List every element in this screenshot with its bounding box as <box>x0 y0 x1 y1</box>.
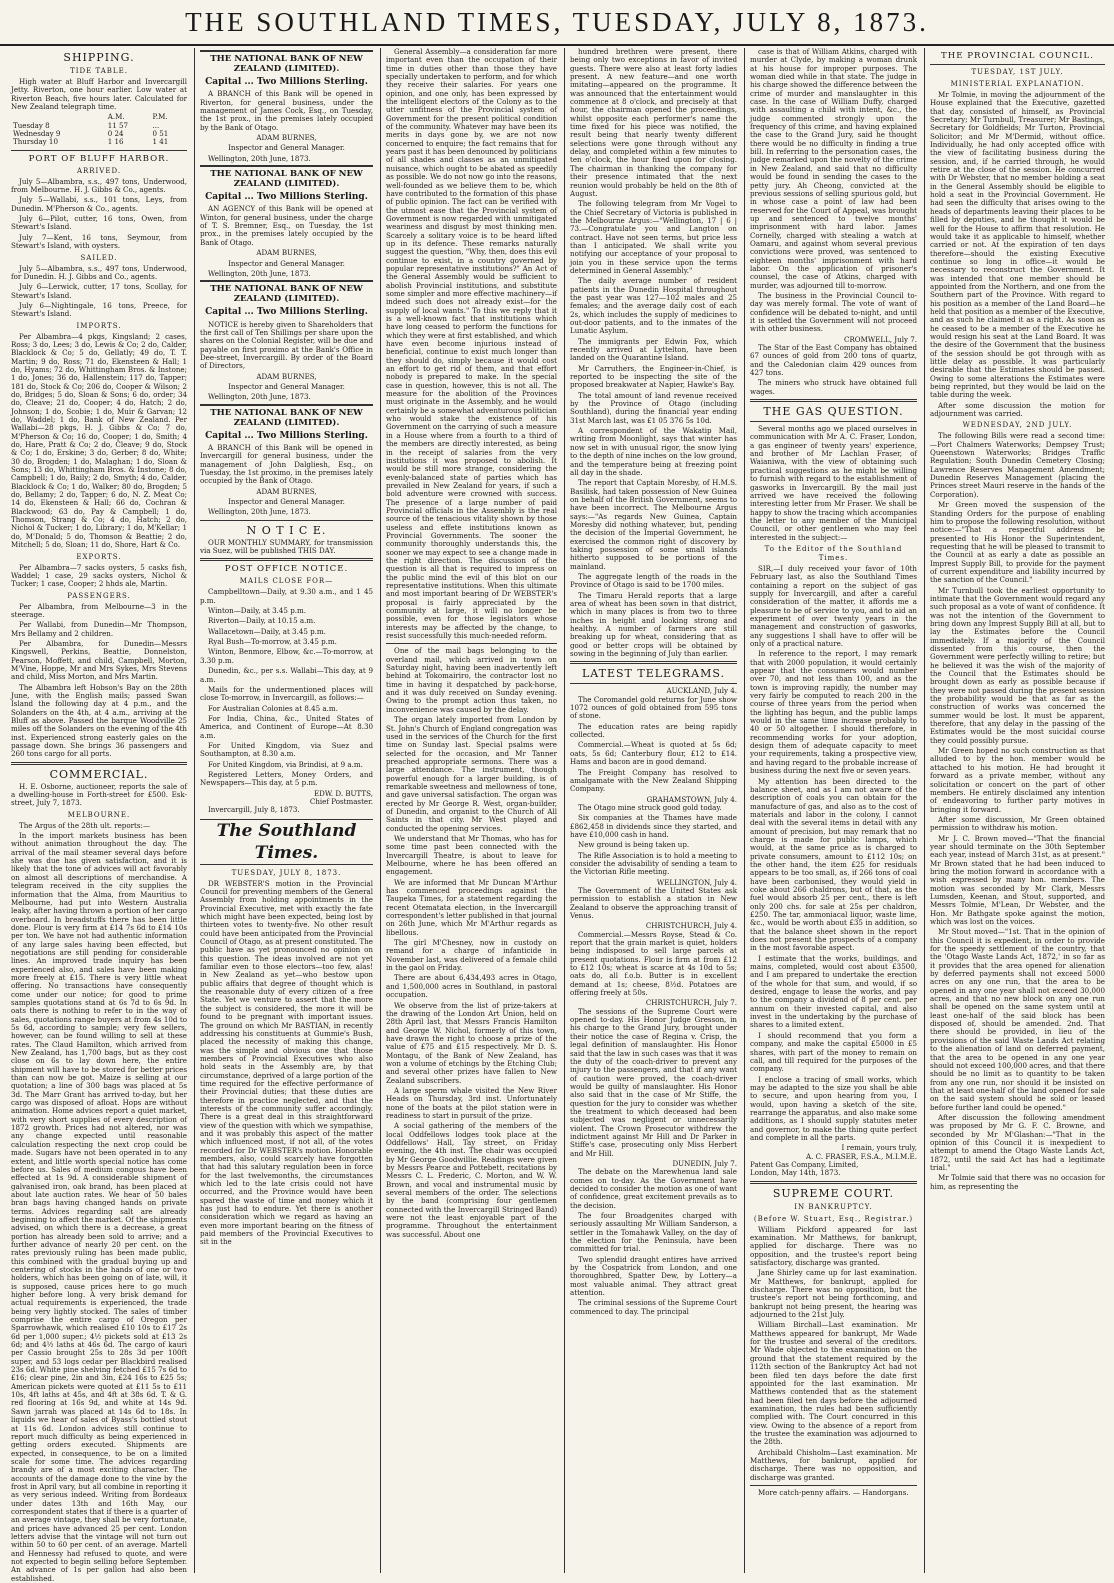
bank-signatory-role: Inspector and General Manager. <box>228 258 345 268</box>
bank-capital: Capital ... Two Millions Sterling. <box>205 307 368 318</box>
post-office-date: Invercargill, July 8, 1873. <box>208 805 300 815</box>
provincial-council-heading: THE PROVINCIAL COUNCIL. <box>941 51 1094 61</box>
post-office-heading: POST OFFICE NOTICE. <box>224 564 349 575</box>
council-paragraph: Mr Tolmie said that there was no occasion for him, as representing the <box>930 1173 1105 1191</box>
news-paragraph: The Timaru Herald reports that a large area of wheat has been sown in that district, which in many places is from two to three inches in height and looking strong and healthy. A number of farmers are still breaking up for wheat, considering that as good or better crops will be obtained by sowing in the beginning of July than earlier. <box>570 590 737 659</box>
telegram-dateline: CHRISTCHURCH, July 7. <box>645 998 737 1008</box>
mail-line: For United Kingdom, via Brindisi, at 9 a.m. <box>208 759 363 769</box>
news-paragraph: We are informed that Mr Duncan M'Arthur has commenced proceedings against the Taupeka Times, for a statement regarding the recent Otematata election, in the Invercargill correspondent's letter published in that journal on 26th June, which Mr M'Arthur regards as libellous. <box>386 877 557 937</box>
masthead: THE SOUTHLAND TIMES, TUESDAY, JULY 8, 1873. <box>0 0 1114 46</box>
bank-name: THE NATIONAL BANK OF NEW ZEALAND (LIMITED). <box>210 284 363 305</box>
melbourne-heading: MELBOURNE. <box>67 810 131 819</box>
news-paragraph: The aggregate length of the roads in the Province of Otago is said to be 1700 miles. <box>570 571 737 590</box>
gas-paragraph: I enclose a tracing of small works, which may be adapted to the size you shall be able to secure, and upon hearing from you, I would, upon having a sketch of the site, rearrange the apparatus, and also make some additions, as I should supply statutes meter and governor, to make the thing quite perfect and complete in all the parts. <box>750 1074 917 1142</box>
gas-paragraph: I estimate that the works, buildings, and mains, completed, would cost about £3500, and I am prepared to undertake the erection of the whole for that sum, and would, if so desired, engage to lease the works, and pay to the company a dividend of 8 per cent. per annum on their invested capital, and also invest in the undertaking by the purchase of shares to a limited extent. <box>750 953 917 1030</box>
council-paragraph: Mr Turnbull took the earliest opportunity to intimate that the Government would regard any such proposal as a vote of want of confidence. It was not the intention of the Government to bring down any Imprest Supply Bill at all, but to lay the Estimates before the Council immediately. If a majority of the Council dissented from this course, then the Government were perfectly willing to retire; but he believed it was the wish of the majority of the Council that the Estimates should be brought down as early as possible because if they were not passed during the present session the probability would be that as far as the construction of works was concerned the summer would be lost. It must be apparent, therefore, that any delay in the passing of the Estimates would be the most suicidal course they could possibly pursue. <box>930 585 1105 745</box>
telegram-item: The miners who struck have obtained full wages. <box>750 378 917 396</box>
telegram-item: The debate on the Marewhenua land sale comes on to-day. As the Government have decided to consider the motion as one of want of confidence, great excitement prevails as to the decision. <box>570 1167 737 1210</box>
leader-continued: General Assembly—a consideration far more important even than the occupation of their time in duties other than those they have specially undertaken to perform, and for which they receive their salaries. For years one opinion, and one only, has been expressed by the intelligent electors of the Colony as to the utter unfitness of the Provincial system of Government for the present political condition of the community. Whatever may have been its merits in days gone by, we are not now concerned to enquire; the fact remains that for years past it has been denounced by politicians of all shades and classes as an unmitigated nuisance, which ought to be abated as speedily as possible. We do not now go into the reasons, well-founded as we believe them to be, which have contributed to the formation of this phase of public opinion. The fact can be verified with the utmost ease that the Provincial system of Government is now regarded with unmitigated weariness and disgust by most thinking men. Scarcely a solitary voice is to be heard lifted up in its defence. These remarks naturally suggest the question, "Why, then, does this evil continue to exist, in a country governed by popular representative institutions?" An Act of the General Assembly would be sufficient to abolish Provincial institutions, and substitute some simpler and more effective machinery—if indeed such does not already exist—for the supply of local wants." To this we reply that it is a well-known fact that institutions which have long ceased to perform the functions for which they were at first established, and which have even become injurious instead of beneficial, continue to exist much longer than they should do, simply because it would cost an effort to get rid of them, and that effort nobody is prepared to make. In the special case in question, however, this is not all. The measure for the abolition of the Provinces must originate in the Assembly, and he would certainly be a somewhat adventurous politician who would stake the existence of his Government on the carrying of such a measure in a House where from a fourth to a third of the members are directly interested, as being in the receipt of salaries from the very institutions it was proposed to abolish. It would be still more strange, considering the evenly-balanced state of parties which has prevailed in New Zealand for years, if such a bold adventure were crowned with success. The presence of a large number of paid Provincial officials in the Assembly is the real source of the tenacious vitality shown by those useless and effete institutions known as Provincial Governments. The sooner the community thoroughly understands this, the sooner we may expect to see a change made in the right direction. The discussion of the question is all that is required to impress on the public mind the evil of this blot on our representative institutions. When this ultimate and most important bearing of Dr WEBSTER's proposal is fairly appreciated by the community at large, it will no longer be possible, even for those legislators whose interests may be affected by the change, to resist successfully this much-needed reform. <box>386 47 557 641</box>
telegram-item: The business in the Provincial Council to-day was merely formal. The vote of want of confidence will be debated to-night, and until it is settled the Government will not proceed with other business. <box>750 290 917 334</box>
news-paragraph: The girl M'Chesney, now in custody on remand for a charge of infanticide in November last, was delivered of a female child in the gaol on Friday. <box>386 938 557 973</box>
bank-advert-date: Wellington, 20th June, 1873. <box>208 268 311 278</box>
tide-cell: 0 24 <box>107 129 124 139</box>
bank-signatory-role: Inspector and General Manager. <box>228 381 345 391</box>
council-paragraph: Mr Green moved the suspension of the Standing Orders for the purpose of enabling him to propose the following resolution, without notice:—"That a respectful address be presented to His Honor the Superintendent, requesting that he will be pleased to transmit to the Council at as early a date as possible an Imprest Supply Bill, to provide for the payment of current expenditure and liability incurred by the sanction of the Council." <box>930 500 1105 585</box>
passengers-heading: PASSENGERS. <box>67 591 131 600</box>
telegram-item: New ground is being taken up. <box>578 840 690 850</box>
news-paragraph: A social gathering of the members of the local Oddfellows lodges took place at the Oddfellows' Hall, Tay street, on Friday evening, the 4th inst. The chair was occupied by Mr George Goodwillie. Readings were given by Messrs Pearce and Pottebett, recitations by Messrs C. L. Frederic, C. Morton, and W. W. Brown, and vocal and instrumental music by several members of the order. The selections by the band (comprising four gentlemen connected with the Invercargill Stringed Band) were not the least enjoyable part of the programme. Throughout the entertainment was successful. About one <box>386 1121 557 1239</box>
bank-name: THE NATIONAL BANK OF NEW ZEALAND (LIMITED). <box>210 169 363 190</box>
telegram-item: The Coromandel gold returns for June show 1072 ounces of gold obtained from 595 tons of stone. <box>570 694 737 721</box>
column-4 <box>564 48 742 1573</box>
telegram-dateline: WELLINGTON, July 4. <box>656 877 737 887</box>
tide-cell: Wednesday 9 <box>13 129 61 139</box>
arrival-entry: July 5—Albambra, s.s., 497 tons, Underwood, from Melbourne. H. J. Gibbs & Co., agents. <box>11 176 187 195</box>
tide-table-heading: TIDE TABLE. <box>70 67 128 75</box>
telegram-dateline: DUNEDIN, July 7. <box>672 1158 737 1168</box>
letter-signature: A. C. FRASER, F.S.A., M.I.M.E. <box>806 1151 917 1161</box>
bank-name: THE NATIONAL BANK OF NEW ZEALAND (LIMITED). <box>210 54 363 74</box>
post-office-subheading: MAILS CLOSE FOR— <box>239 577 334 586</box>
bank-capital: Capital ... Two Millions Sterling. <box>205 430 368 441</box>
mail-line: Winton, Benmore, Elbow, &c.—To-morrow, at 3.30 p.m. <box>200 647 373 665</box>
leader-article: DR WEBSTER'S motion in the Provincial Council for preventing members of the General Assembly from holding appointments in the Provincial Executive, met with exactly the fate which might have been expected, being lost by thirteen votes to twenty-five. No other result could have been anticipated from the Provincial Council of Otago, as at present constituted. The public have as yet pronounced no opinion on this question. The ideas involved are not yet familiar even to those electors—too few, alas! in New Zealand as yet—who bestow upon public affairs that degree of thought which is the reasonable duty of every citizen of a free State. Yet we venture to assert that the more the subject is considered, the more it will be found to be pregnant with important issues. The ground on which Mr BASTIAN, in recently addressing his constituents at Gummie's Bush, placed the necessity of making this change, was the simple and obvious one that those members of Provincial Executives who also hold seats in the Assembly are, by that circumstance, deprived of a large portion of the time required for the effective performance of their Provincial duties; that these duties are therefore in practice neglected, and that the interests of the community suffer accordingly. There is a great deal in this straightforward view of the question with which we sympathise, and it was probably this aspect of the matter which influenced most, if not all, of the votes recorded for Dr WEBSTER's motion. Honorable members, also, could scarcely have forgotten that had this salutary regulation been in force for the last twelvemonths, the circumstances which led to the late crisis could not have occurred, and the Province would have been spared the waste of time and money which it has just had to endure. Yet there is another consideration which we regard as having an even more important bearing on the fitness of paid members of the Provincial Executives to sit in the <box>200 878 373 1247</box>
passenger-entry: Per Wallabi, from Dunedin—Mr Thompson, Mrs Bellamy and 2 children. <box>11 620 187 638</box>
sailed-entry: July 6—Nightingale, 16 tons, Preece, for Stewart's Island. <box>11 300 187 319</box>
court-case: Jane Shirley came up for last examination. Mr Matthews, for bankrupt, applied for discharge. There was no opposition, but the trustee's report not being forthcoming, and bankrupt not being present, the hearing was adjourned to the 21st July. <box>750 1268 917 1320</box>
council-paragraph: After some discussion, Mr Green obtained permission to withdraw his motion. <box>930 814 1105 833</box>
telegram-dateline: CHRISTCHURCH, July 4. <box>645 921 737 931</box>
news-paragraph: The report that Captain Moresby, of H.M.S. Basilisk, had taken possession of New Guinea on behalf of the British Government, seems to have been incorrect. The Melbourne Argus says:—"As regards New Guinea, Captain Moresby did nothing whatever, but, pending the decision of the Imperial Government, he exercised the common right of discovery by taking possession of some small islands hitherto supposed to be portions of the mainland. <box>570 478 737 571</box>
council-paragraph: Mr J. C. Brown moved—"That the financial year should terminate on the 30th September each year, instead of March 31st, as at present." Mr Brown stated that he had been induced to bring the motion forward in accordance with a wish expressed by many hon. members. The motion was seconded by Mr Clark, Messrs Lumsden, Keenan, and Stout, supported, and Messrs Tolmie, M'Lean, Dr Webster, and the Hon. Mr Bathgate spoke against the motion, which was lost on the voices. <box>930 833 1105 926</box>
bank-advert <box>200 165 373 278</box>
arrival-entry: July 6—Pilot, cutter, 16 tons, Owen, from Stewart's Island. <box>11 214 187 232</box>
issue-date: TUESDAY, JULY 8, 1873. <box>231 868 342 877</box>
shipping-heading: SHIPPING. <box>63 51 135 64</box>
news-paragraph: There are about 6,434,493 acres in Otago, and 1,500,000 acres in Southland, in pastoral occupation. <box>386 973 557 1000</box>
court-case: William Birchall—Last examination. Mr Matthews appeared for bankrupt, Mr Wade for the trustee and several of the creditors. Mr Wade objected to the examination on the ground that the statement required by the 112th section of the Bankruptcy Act had not been filed ten days before the date first appointed for the last examination. Mr Matthews contended that as the statement had been filed ten days before the adjourned examination, the rules had been sufficiently complied with. The Court concurred in this view. Owing to the absence of a report from the trustee the examination was adjourned to the 28th. <box>750 1320 917 1447</box>
commercial-lead: H. E. Osborne, auctioneer, reports the sale of a dwelling-house in Forth-street for £500. Esk-street, July 7, 1873. <box>11 781 187 808</box>
bank-signatory-role: Inspector and General Manager. <box>228 143 345 153</box>
mail-line: For United Kingdom, via Suez and Southampton, at 8.30 a.m. <box>200 740 373 759</box>
mail-line: For India, China, &c., United States of America, and Continent of Europe—At 8.30 a.m. <box>200 713 373 740</box>
telegram-item: Commercial.—Wheat is quoted at 5s 6d; oats, 5s 6d; Canterbury flour, £12 to £14. Hams and bacon are in good demand. <box>570 740 737 767</box>
bank-signatory: ADAM BURNES, <box>256 133 317 143</box>
sailed-entry: July 5—Albambra, s.s., 497 tons, Underwood, for Dunedin. H. J. Gibbs and Co., agents. <box>11 263 187 281</box>
arrival-entry: July 5—Wallabi, s.s., 101 tons, Leys, from Dunedin. M'Pherson & Co., agents. <box>11 195 187 213</box>
letter-company: Patent Gas Company, Limited, <box>750 1159 859 1169</box>
tide-cell: Thursday 10 <box>13 137 58 147</box>
letter-addressee: To the Editor of the Southland Times. <box>764 544 903 562</box>
telegram-item: The Government of the United States ask permission to establish a station in New Zealand to observe the approaching transit of Venus. <box>570 885 737 920</box>
arrived-heading: ARRIVED. <box>76 166 122 175</box>
tide-header-cell: P.M. <box>152 112 168 122</box>
arrival-entry: July 7—Kent, 16 tons, Seymour, from Stewart's Island, with oysters. <box>11 232 187 251</box>
council-paragraph: Mr Stout moved—"1st. That in the opinion of this Council it is expedient, in order to provide for the speedy settlement of the country, that the 'Otago Waste Lands Act, 1872,' in so far as it provides that the area opened for alienation by deferred payments shall not exceed 5000 acres on any one run, that the area to be opened in any one year shall not exceed 30,000 acres, and that no new block on any one run shall be opened on the same system until at least one-half of the said block has been disposed of, should be amended. 2nd. That there should be provided, in lieu of the provisions of the said Waste Lands Act relating to the alienation of land on deferred payment, that the area to be opened in any one year should not exceed 100,000 acres, and that there should be no limit as to quantity to be taken from any one run, nor should it be insisted on that at least one-half of the land opened for sale on the said system should be sold or leased before further land could be opened." <box>930 927 1105 1112</box>
bank-advert-body: NOTICE is hereby given to Shareholders that the first call of Ten Shillings per share upon the shares on the Colonial Register, will be due and payable on first proximo at the Bank's Office in Dee-street, Invercargill. By order of the Board of Directors, <box>200 319 373 371</box>
gas-paragraph: My attention has been directed to the balance sheet, and as I am not aware of the description of coals you can obtain for the manufacture of gas, and also as to the cost of materials and labor in the colony, I cannot deal with the several items in detail with any amount of precision, but may remark that no charge is made for public lamps, which would, at the same price as is charged to private consumers, amount to £112 10s; on the other hand, the item £25 for residuals appears to be too small, as, if 266 tons of coal have been carbonised, they would yield in coke about 266 chaldrons, but of that, as the fuel would absorb 25 per cent., there is left only 200 chs. for sale at 25s per chaldron, £250. The tar, ammoniacal liquor, waste lime, &c., would be worth about £35 in addition, so that the balance sheet shown in the report does not present the prospects of a company in the most favorable aspect. <box>750 776 917 953</box>
council-paragraph: Mr Green hoped no such construction as that alluded to by the hon. member would be attached to his motion. He had brought it forward as a private member, without any solicitation or concert on the part of other members. He entirely disclaimed any intention of endeavoring to further party motives in bringing it forward. <box>930 746 1105 814</box>
postmaster-name: EDW. D. BUTTS, <box>313 788 373 798</box>
news-paragraph: A correspondent of the Wakatip Mail, writing from Moonlight, says that winter has now set in with unusual rigor, the snow lying to the depth of nine inches on the low ground, and the temperature being at freezing point all day in the shade. <box>570 426 737 477</box>
tide-cell: 11 57 <box>107 120 129 130</box>
news-paragraph: We understand that Mr Thomas, who has for some time past been connected with the Invercargill Theatre, is about to leave for Melbourne, where he has been offered an engagement. <box>386 833 557 877</box>
bank-advert-body: AN AGENCY of this Bank will be opened at Winton, for general business, under the charge of T. S. Bremner, Esq., on Tuesday, the 1st prox., in the premises lately occupied by the Bank of Otago. <box>200 204 373 247</box>
exports-text: Per Albambra—7 sacks oysters, 5 casks fish, Waddel; 1 case, 29 sacks oysters, Nichol & Tucker; 1 case, Cooper; 2 hhds ale, Martin. <box>11 562 187 589</box>
tide-cell: 0 51 <box>152 129 169 139</box>
court-case: Archibald Chisholm—Last examination. Mr Matthews, for bankrupt, applied for discharge. There was no opposition, and discharge was granted. <box>750 1447 917 1482</box>
news-paragraph: The immigrants per Edwin Fox, which recently arrived at Lyttelton, have been landed on the Quarantine Island. <box>570 336 737 363</box>
telegram-item: The Star of the East Company has obtained 67 ounces of gold from 200 tons of quartz, and the Caledonian claim 429 ounces from 427 tons. <box>750 343 917 378</box>
bank-advert-body: A BRANCH of this Bank will be opened in Riverton, for general business, under the management of James Cock, Esq., on Tuesday, the 1st prox., in the premises lately occupied by the Bank of Otago. <box>200 89 373 132</box>
tide-note: High water at Bluff Harbor and Invercargill Jetty. Riverton, one hour earlier. Low water at Riverton Beach, five hours later. Calculated for New Zealand telegraph time. <box>11 77 187 112</box>
bank-signatory: ADAM BURNES, <box>256 248 317 258</box>
sailed-heading: SAILED. <box>80 253 118 262</box>
exports-heading: EXPORTS. <box>76 552 122 561</box>
bank-advert-date: Wellington, 20th June, 1873. <box>208 507 311 517</box>
bank-advert <box>200 404 373 517</box>
mail-line: For Australian Colonies at 8.45 a.m. <box>208 703 338 713</box>
session-subheading: MINISTERIAL EXPLANATION. <box>950 80 1085 88</box>
news-paragraph: The daily average number of resident patients in the Dunedin Hospital throughout the past year was 127—102 males and 25 females; and the average daily cost of each 2s, which includes the supply of medicines to out-door patients, and to the inmates of the Lunatic Asylum. <box>570 276 737 336</box>
bank-name: THE NATIONAL BANK OF NEW ZEALAND (LIMITED). <box>210 407 363 428</box>
bank-advert-body: A BRANCH of this Bank will be opened in Invercargill for general business, under the management of John Dalgliesh, Esq., on Tuesday, the 1st proximo, in the premises lately occupied by the Bank of Otago. <box>200 442 373 486</box>
albambra-note: The Albambra left Hobson's Bay on the 28th June, with the English mails; passed Swan Island the following day at 4 p.m., and the Solanders on the 4th, at 4 a.m., arriving at the Bluff as above. Passed the barque Woodville 25 miles off the Solanders on the evening of the 4th inst. Experienced strong easterly gales on the passage down. She brings 36 passengers and 260 tons cargo for all ports. <box>11 682 187 759</box>
session-date: TUESDAY, 1ST JULY. <box>971 68 1064 76</box>
postmaster-role: Chief Postmaster. <box>309 796 373 806</box>
gas-paragraph: Several months ago we placed ourselves in communication with Mr A. C. Fraser, London, a gas engineer of twenty years' experience, and brother of Mr Lachlan Fraser, of Waianiwa, with the view of obtaining such practical suggestions as he might be willing to furnish with regard to the establishment of gasworks in Invercargill. By the mail just arrived we have received the following interesting letter from Mr Fraser. We shall be happy to show the tracing which accompanies the letter to any member of the Municipal Council, or other gentlemen who may feel interested in the subject:— <box>750 424 917 542</box>
news-paragraph: Mr Carruthers, the Engineer-in-Chief, is reported to be inspecting the site of the proposed breakwater at Napier, Hawke's Bay. <box>570 363 737 390</box>
gas-paragraph: I should recommend that you form a company, and make the capital £5000 in £5 shares, with part of the money to remain on call, and till required for the purposes of the company. <box>750 1030 917 1074</box>
news-paragraph: hundred brethren were present, there being only two exceptions in favor of invited guests. There were also at least forty ladies present. A new feature—and one worth imitating—appeared on the programme. It was announced that the entertainment would commence at 8 o'clock, and precisely at that hour, the chairman opened the proceedings, whilst opposite each performer's name the time fixed for his piece was notified, the result being that nearly twenty different selections were gone through without any delay, and completed within a few minutes to ten o'clock, the hour fixed upon for closing. The chairman in thanking the company for their presence intimated that the next reunion would probably be held on the 8th of August. <box>570 47 737 198</box>
mail-line: Registered Letters, Money Orders, and Newspapers—This day, at 5 p.m. <box>200 769 373 788</box>
column-6 <box>924 48 1110 1573</box>
imports-heading: IMPORTS. <box>76 321 122 330</box>
column-5 <box>744 48 922 1573</box>
tide-cell: ... <box>152 120 160 130</box>
tide-cell: 1 41 <box>152 137 169 147</box>
telegram-item: The criminal sessions of the Supreme Court commenced to day. The principal <box>570 1298 737 1316</box>
notice-heading: N O T I C E. <box>246 523 327 537</box>
sailed-entry: July 6—Lerwick, cutter, 17 tons, Scollay, for Stewart's Island. <box>11 282 187 300</box>
melbourne-intro: The Argus of the 28th ult. reports:— <box>19 820 150 830</box>
telegram-item: The education rates are being rapidly collected. <box>570 721 737 740</box>
closing-line: More catch-penny affairs. — Handorgans. <box>758 1487 909 1497</box>
news-paragraph: One of the mail bags belonging to the overland mail, which arrived in town on Saturday night, having been inadvertently left behind at Tokomairiro, the contractor lost no time in having it despatched by pack-horse, and it was duly received on Sunday evening. Owing to the prompt action thus taken, no inconvenience was caused by the delay. <box>386 646 557 714</box>
bank-signatory: ADAM BURNES, <box>256 371 317 381</box>
tide-cell: Tuesday 8 <box>13 120 50 130</box>
telegram-dateline: AUCKLAND, July 4. <box>666 686 737 696</box>
telegram-item: The four Broadgenites charged with seriously assaulting Mr William Sanderson, a settler in the Tomahawk Valley, on the day of the election for the Peninsula, have been committed for trial. <box>570 1211 737 1254</box>
imports-text: Per Albambra—4 pkgs, Kingsland; 2 cases, Ross; 3 do, Lees; 3 do, Lewis & Co; 2 do, Calder, Blacklock & Co; 5 do, Gellatly; 49 do, T. T. Martin; 9 do, Ross; 71 do, Ekensteen & Hall; 1 do, Hyams; 72 do, Whittingham Bros. & Instone; 1 do, Jones; 36 do, Hallenstein; 117 do, Tapper; 181 do, Stock & Co; 206 do, Cooper & Wilson; 2 do, Bridges; 5 do, Sloan & Sons; 6 do, order; 34 do, Cleave; 21 do, Cooper; 4 do, Hatch; 2 do, Johnson; 1 do, Scobie; 1 do, Muir & Garvan; 12 do, Waddel; 1 do, Bank of New Zealand. Per Wallabi—28 pkgs, H. J. Gibbs & Co; 7 do, M'Pherson & Co; 16 do, Cooper; 1 do, Smith; 4 do, Hare, Pratt & Co; 2 do, Cleave; 9 do, Stock & Co; 1 do, Erskine; 3 do, Gerber; 8 do, White; 30 do, Brogden; 1 do, Malaghan; 1 do, Sloan & Sons; 13 do, Whittingham Bros. & Instone; 8 do, Campbell; 1 do, Baily; 2 do, Smyth; 4 do, Calder, Blacklock & Co; 1 do, Walker; 80 do, Brogden; 5 do, Bellamy; 2 do, Tapper; 6 do, N. Z. Meat Co; 14 do, Ekensteen & Hall; 66 do, Cochran & Blackwood; 63 do, Pay & Campbell; 1 do, Thomson, Strang & Co; 4 do, Hatch; 2 do, Nichol & Tucker; 1 do, Library; 1 do, M'Kellar; 1 do, M'Donald; 5 do, Thomson & Beattie; 2 do, Mitchell; 5 do, Sloan; 11 do, Shore, Hart & Co. <box>11 331 187 550</box>
bank-signatory-role: Inspector and General Manager. <box>228 497 345 507</box>
gas-question-heading: THE GAS QUESTION. <box>763 405 904 419</box>
news-paragraph: A large sperm whale visited the New River Heads on Thursday, 3rd inst. Unfortunately none of the boats at the pilot station were in readiness to start in pursuit of the prize. <box>386 1085 557 1120</box>
telegram-item: Commercial.—Messrs Royse, Stead & Co. report that the grain market is quiet, holders being indisposed to sell large parcels at present quotations. Flour is firm at from £12 to £12 10s; wheat is scarce at 4s 10d to 5s; oats do, all f.o.b. Butter is in excellent demand at 1s; cheese, 8½d. Potatoes are offering freely at 50s. <box>570 929 737 998</box>
melbourne-report: In the import markets business has been without animation throughout the day. The arrival of the mail steamer several days before she was due has given satisfaction, and it is likely that the tone of advices will act favorably on almost all descriptions of merchandise. A telegram received in the city supplies the information that the Alma, from Mauritius to Melbourne, had put into Western Australia leaky, after having thrown a portion of her cargo overboard. In breadstuffs there has been little done. Flour is very firm at £14 7s 6d to £14 10s per ton. We have not had authentic information of any large sales having been effected, but negotiations are still pending for considerable lines. An improved trade inquiry has been experienced also, and sales have been making more freely at £15. There is very little wheat offering. No transactions have consequently come under our notice; for good to prime samples quotations stand at 6s 7d to 6s 9d. In oats there is nothing to refer to in the way of sales, quotations range buyers at from 4s 10d to 5s 6d, according to sample; very few sellers, however, can be found willing to sell at these rates. The Claud Hamilton, which arrived from New Zealand, has 1,700 bags, but as they cost close on 6s to lay down here, the entire shipment will have to be stored for better prices than can now be got. Maize is selling at our quotation; a line of 300 bags was placed at 5s 3d. The Marr Grant has arrived to-day, but her cargo was disposed of afloat. Hops are without animation. Home advices report a quiet market, with very short supplies of every description of 1872 growth. Prices had not altered, nor was any change expected until reasonable calculation respecting the next crop could be made. Sugars have not been operated in to any extent, and little worth special notice has come before us. Sales of medium congous have been effected at 1s 9d. A considerable shipment of galvanised iron, oak brand, has been placed at about late auction rates. We hear of 50 bales bran bags having changed hands on private terms. Advices regarding salt are already beginning to affect the market. Of the shipments advised, on which there is a decrease, a great portion has already been sold to arrive; and a further advance of nearly 20 per cent. on the rates previously ruling has been made public, this combined with the gradual buying up and centering of stocks in the hands of one or two holders, which has been going on of late, will, it is supposed, cause prices here to go much higher before long. A very brisk demand for actual requirements is experienced, the trade being very lightly stocked. The sales of timber comprise the entire cargo of Oregon per Sparrowhawk, which realised £10 10s to £17 2s 6d per 1,000 super.; 4½ pickets sold at £13 2s 6d; and 4½ laths at 46s 6d. The cargo of kauri per Cassio brought 25s to 28s 3d per 100ft super, and 53 logs cedar per Blackbird realised 23s 6d. White pine shelving fetched £15 7s 6d to £16; clear pine, 2in and 3in, £24 16s to £25 5s; American pickets were quoted at £11 5s to £11 10s, 4ft laths at 45s, and 4ft at 38s 6d. T. & G. red flooring at 16s 9d, and white at 14s 9d. Sawn jarrah was placed at 14s 6d to 18s. In liquids we hear of sales of Byass's bottled stout at 11s 6d. London advices still continue to report much difficulty as being experienced in getting orders executed. Shipments are expected, in consequence, to be on a limited scale for some time. The advices regarding brandy are of a most exciting character. The accounts of the damage done to the vine by the frost in April vary, but all combine in reporting it as very serious indeed. Writing from Bordeaux under dates 13th and 16th May, our correspondent states that if there is a quarter of an average vintage, they shall be very fortunate, and prices have advanced 25 per cent. London letters advise that the vintage will not turn out within 50 to 60 per cent. of an average. Martell and Hennessy had refused to quote, and were not expected to begin selling before September. An advance of 1s per gallon had also been established. <box>11 831 187 1583</box>
bank-advert-date: Wellington, 20th June, 1873. <box>208 153 311 163</box>
tide-row <box>11 138 187 146</box>
council-paragraph: After discussion the following amendment was proposed by Mr G. F. C. Browne, and seconded by Mr M'Glashan:—"That in the opinion of this Council it is inexpedient to attempt to amend the Otago Waste Lands Act, 1872, until the said Act has had a legitimate trial." <box>930 1112 1105 1172</box>
telegram-item: The sessions of the Supreme Court were opened to-day. His Honor Judge Gresson, in his charge to the Grand Jury, brought under their notice the case of Regina v. Crisp, the legal definition of manslaughter. His Honor said that the law in such cases was that it was the duty of the coach-driver to prevent any injury to the passengers, and that if any want of caution were proved, the coach-driver would be guilty of manslaughter. His Honor also said that in the case of Mr Stiffe, the question for the jury to consider was whether the treatment to which deceased had been subjected was negligent or unnecessarily violent. The Crown Prosecutor withdrew the indictment against Mr Hill and Dr Parker in Stiffe's case, prosecuting only Miss Herbert and Mr Hill. <box>570 1006 737 1158</box>
news-paragraph: The following telegram from Mr Vogel to the Chief Secretary of Victoria is published in the Melbourne Argus:—"Wellington, 17 | 6 | 73.—Congratulate you and Langton on contract. Have not seen terms, but price less than I anticipated. We shall write you notifying our acceptance of your proposal to join you in these service upon the terms determined in General Assembly." <box>570 199 737 275</box>
column-3 <box>380 48 562 1573</box>
passenger-entry: Per Albambra, from Melbourne—3 in the steerage. <box>11 601 187 619</box>
letter-closing: I remain, yours truly, <box>841 1143 917 1153</box>
column-2 <box>194 48 378 1573</box>
bank-capital: Capital ... Two Millions Sterling. <box>205 77 368 87</box>
gas-paragraph: In reference to the report, I may remark that with 2000 population, it would certainly appear that the consumers would number over 70, and not less than 100, and as the town is improving rapidly, the number may very fairly be computed to reach 200 in the course of three years from the period when the lighting has begun, and the public lamps would in the same time increase probably to 40 or 50 altogether. I should therefore, in recommending works for your adoption, design them of adequate capacity to meet your requirements, taking a prospective view, and having regard to the probable increase of business during the next five or seven years. <box>750 649 917 776</box>
court-before: (Before W. Stuart, Esq., Registrar.) <box>753 1214 914 1223</box>
telegram-item: The Rifle Association is to hold a meeting to consider the advisability of sending a team to the Victorian Rifle meeting. <box>570 850 737 877</box>
passenger-entry: Per Albambra, for Dunedin—Messrs Kingswell, Perkins, Beattie, Donnelston, Pearson, Moffett, and child, Campbell, Morton, M'Vine, Hoppe, Mr and Mrs Sykes, Mrs Stevens and child, Miss Morton, and Mrs Martin. <box>11 638 187 682</box>
telegram-item: Six companies at the Thames have made £862,458 in dividends since they started, and have £10,000 cash in hand. <box>570 813 737 839</box>
session-date: WEDNESDAY, 2ND JULY. <box>962 421 1073 430</box>
news-paragraph: The total amount of land revenue received by the Province of Otago (including Southland), during the financial year ending 31st March last, was £1 05 376 5s 10d. <box>570 390 737 425</box>
latest-telegrams-heading: LATEST TELEGRAMS. <box>581 667 725 681</box>
notice-body: OUR MONTHLY SUMMARY, for transmission via Suez, will be published THIS DAY. <box>200 537 373 556</box>
telegram-item: The Otago mine struck good gold today. <box>578 802 722 812</box>
supreme-court-heading: SUPREME COURT. <box>772 1186 895 1200</box>
telegram-item: case is that of William Atkins, charged with murder at Clyde, by making a woman drunk at his house for improper purposes. The woman died while in that state. The judge in his charge showed the difference between the crime of murder and manslaughter in this case. In the case of William Duffy, charged with assaulting a child with intent, &c., the judge commented strongly upon the frequency of this crime, and having explained the case to the Grand Jury, said he thought there would be no difficulty in finding a true bill. In referring to the personation cases, the judge remarked upon the novelty of the crime in New Zealand, and said that no difficulty would be found in sending the cases to the petty jury. Ah Cheong, convicted at the previous sessions of selling spurious gold, but in whose case a point of law had been reserved for the Court of Appeal, was brought up and sentenced to twelve months' imprisonment with hard labor. James Cornelly, charged with stealing a watch at Oamaru, and against whom several previous convictions were proved, was sentenced to eighteen months' imprisonment with hard labor. On the application of prisoner's counsel, the case of Atkins, charged with murder, was adjourned till to-morrow. <box>750 47 917 290</box>
telegram-dateline: CROMWELL, July 7. <box>844 334 917 344</box>
tide-table <box>11 113 187 146</box>
bank-signatory: ADAM BURNES, <box>256 486 317 496</box>
bankruptcy-subheading: IN BANKRUPTCY. <box>794 1202 873 1211</box>
tide-header-cell: A.M. <box>107 112 125 122</box>
port-heading: PORT OF BLUFF HARBOR. <box>28 153 170 164</box>
tide-cell: 1 16 <box>107 137 124 147</box>
commercial-heading: COMMERCIAL. <box>49 767 149 781</box>
council-paragraph: Mr Tolmie, in moving the adjournment of the House explained that the Executive, gazetted that day, consisted of himself, as Provincial Secretary; Mr Turnbull, Treasurer; Mr Bastings, Secretary for Goldfields; Mr Turton, Provincial Solicitor; and Mr M'Dermid, without office. Individually, he had only accepted office with the view of facilitating business during the session, and, if he carried through, he would retire at the close of the session. He concurred with Dr Webster, that no member holding a seat in the General Assembly should be eligible to hold a seat in the Provincial Government. He had seen the difficulty that arises owing to the heads of departments leaving their places to be filled by deputies, and he thought it would be well for the House to affirm that resolution. He would take it as applicable to himself, whether carried or not. At the expiration of ten days therefore—should the existing Executive continue so long in office—it would be necessary to reconstruct the Government. It was intended that one member should be appointed from the Northern, and one from the Southern part of the Province. With regard to his position as a member of the Land Board—he held that position as a member of the Executive, and as such he claimed it as a right. As soon as he ceased to be a member of the Executive he would resign his seat at the Land Board. It was the desire of the Government that the business of the session should be got through with as little delay as possible. It was particularly desirable that the Estimates should be passed. Owing to some alterations the Estimates were being reprinted, but they would be laid on the table during the week. <box>930 90 1105 400</box>
column-1 <box>6 48 192 1583</box>
council-paragraph: The following Bills were read a second time:—Port Chalmers Waterworks; Dempsey Trust; Queenstown Waterworks; Bridges Traffic Regulation; South Dunedin Cemetery Closing; Lawrence Reserves Management Amendment; Dunedin Reserves Management (placing the Princes street Mauri reserve in the hands of the Corporation). <box>930 431 1105 499</box>
mail-line: Riverton—Daily, at 10.15 a.m. <box>208 616 316 626</box>
bank-capital: Capital ... Two Millions Sterling. <box>205 192 368 203</box>
court-case: William Pickford appeared for last examination. Mr Matthews, for bankrupt, applied for discharge. There was no opposition, and the trustee's report being satisfactory, discharge was granted. <box>750 1224 917 1268</box>
gas-paragraph: SIR,—I duly received your favor of 10th February last, as also the Southland Times containing a report on the subject of gas supply for Invercargill, and after a careful consideration of the matter, it affords me a pleasure to be of service to you, and to aid an experiment of over twenty years in the management and construction of gasworks, any suggestions I shall have to offer will be only of a practical nature. <box>750 563 917 648</box>
news-paragraph: We observe from the list of prize-takers at the drawing of the London Art Union, held on 28th April last, that Messrs Francis Hamilton and George W. Nichol, formerly of this town, have drawn the right to choose a prize of the value of £75 and £15 respectively. Mr D. S. Montagu, of the Bank of New Zealand, has won a volume of etchings by the Etching Club; and several other prizes have fallen to New Zealand subscribers. <box>386 1000 557 1085</box>
bank-advert <box>200 50 373 163</box>
bank-advert <box>200 280 373 401</box>
mail-line: Dunedin, &c., per s.s. Wallabi—This day, at 9 a.m. <box>200 666 373 684</box>
letter-date: London, May 14th, 1873. <box>750 1168 841 1178</box>
telegram-item: The Freight Company has resolved to amalgamate with the New Zealand Shipping Company. <box>570 767 737 794</box>
telegram-item: Two splendid draught entires have arrived by the Cospatrick from London, and one thoroughbred, Spatter Dew, by Lottery—a most valuable animal. They attract great attention. <box>570 1254 737 1298</box>
mail-line: Wallacetown—Daily, at 3.45 p.m. <box>208 626 326 636</box>
bank-advert-date: Wellington, 20th June, 1873. <box>208 392 311 402</box>
telegram-dateline: GRAHAMSTOWN, July 4. <box>646 794 737 804</box>
council-paragraph: After some discussion the motion for adjournment was carried. <box>930 400 1105 419</box>
mail-line: Winton—Daily, at 3.45 p.m. <box>208 606 306 616</box>
mail-line: Mails for the undermentioned places will close To-morrow, in Invercargill, as follows:— <box>200 684 373 703</box>
news-paragraph: The organ lately imported from London by St. John's Church of England congregation was used in the services of the Church for the first time on Sunday last. Special psalms were selected for the occasion, and Mr Tanner preached appropriate sermons. There was a large attendance. The instrument, though powerful enough for a larger building, is of remarkable sweetness and mellowness of tone, and gave universal satisfaction. The organ was erected by Mr George R. West, organ-builder, of Dunedin, and organist to the Church of All Saints in that city. Mr West played and conducted the opening services. <box>386 715 557 833</box>
mail-line: Ryal Bush—To-morrow, at 3.45 p.m. <box>208 637 337 647</box>
newspaper-flag: The Southland Times. <box>200 819 373 865</box>
mail-line: Campbelltown—Daily, at 9.30 a.m., and 1 45 p.m. <box>200 587 373 605</box>
